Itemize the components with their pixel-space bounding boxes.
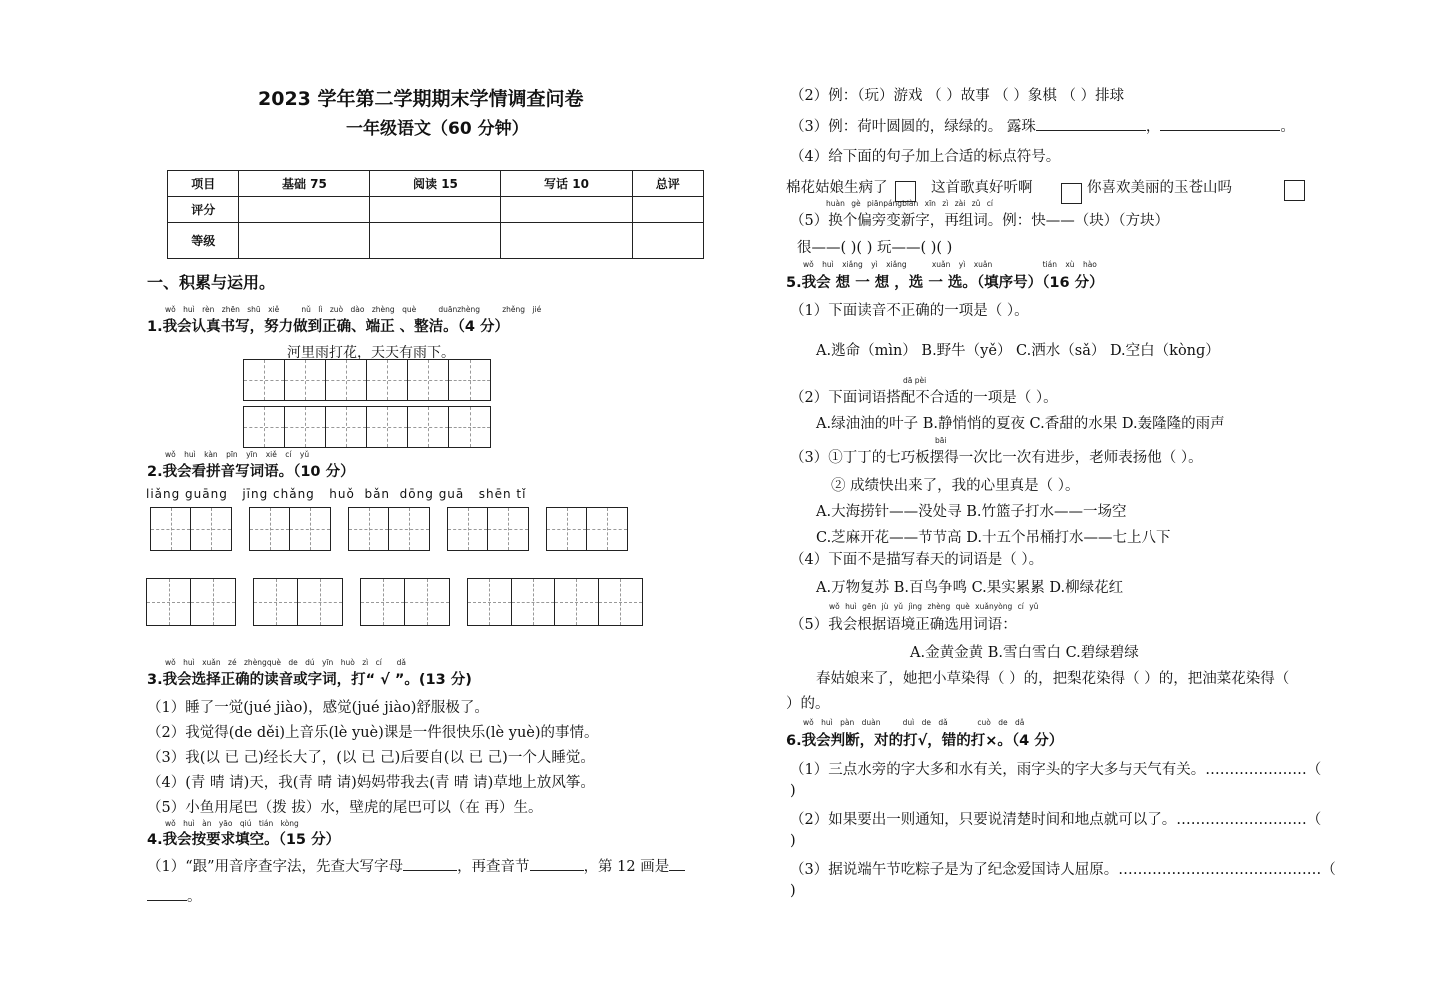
score-row-label: 等级 [168,223,239,259]
answer-blank[interactable] [403,858,457,871]
score-table [167,170,704,259]
q3-item: （4）(青 晴 请)天，我(青 晴 请)妈妈带我去(青 晴 请)草地上放风筝。 [147,775,595,791]
q5-question: （3）①丁丁的七巧板摆得一次比一次有进步，老师表扬他（ ）。 [790,450,1203,466]
writing-grid-row-2[interactable] [243,406,491,448]
q4-item-3: （3）例：荷叶圆圆的，绿绿的。 露珠 ， 。 [790,119,1295,135]
score-cell[interactable] [632,197,703,223]
pinyin-answer-grid[interactable] [546,507,628,551]
q5-paragraph: ）的。 [786,696,830,712]
punctuation-sentence: 这首歌真好听啊 [931,180,1033,196]
q6-pinyin: wǒ huì pàn duàn duì de dǎ cuò de dǎ [803,718,1025,727]
q3-item: （5）小鱼用尾巴（拨 拔）水，壁虎的尾巴可以（在 再）生。 [147,800,543,816]
q5-options: A.绿油油的叶子 B.静悄悄的夏夜 C.香甜的水果 D.轰隆隆的雨声 [816,416,1225,432]
q6-statement: （3）据说端午节吃粽子是为了纪念爱国诗人屈原。……………………………………（ [790,862,1336,878]
q4-item-5-fill[interactable]: 很——( )( ) 玩——( )( ) [797,240,953,256]
score-cell[interactable] [239,223,370,259]
q1-sentence: 河里雨打花，天天有雨下。 [287,345,455,361]
answer-blank[interactable] [1160,118,1280,131]
q4-item-4: （4）给下面的句子加上合适的标点符号。 [790,149,1061,165]
score-cell[interactable] [370,223,501,259]
q5-question: （4）下面不是描写春天的词语是（ ）。 [790,552,1044,568]
punctuation-box[interactable] [1284,180,1305,201]
q3-item: （1）睡了一觉(jué jiào)，感觉(jué jiào)舒服极了。 [147,700,489,716]
q2-pinyin: wǒ huì kàn pīn yīn xiě cí yǔ [165,450,310,459]
q4-pinyin: wǒ huì àn yāo qiú tián kòng [165,819,299,828]
q6-close-paren: ) [790,883,796,899]
writing-grid-row-1[interactable] [243,359,491,401]
pinyin-answer-grid[interactable] [447,507,529,551]
q3-item: （2）我觉得(de děi)上音乐(lè yuè)课是一件很快乐(lè yuè)的事情。 [147,725,599,741]
q4-item-1-cont: 。 [147,885,202,906]
score-header-cell: 阅读 15 [370,171,501,197]
section-heading: 一、积累与运用。 [147,273,276,292]
pinyin-answer-grid[interactable] [249,507,331,551]
page-subtitle: 一年级语文（60 分钟） [346,119,529,139]
q5-question: ② 成绩快出来了，我的心里真是（ ）。 [831,478,1080,494]
q5-5-pinyin: wǒ huì gēn jù yǔ jìng zhèng què xuǎnyòng cí yǔ [829,602,1039,611]
q5-question: （5）我会根据语境正确选用词语： [790,617,1017,633]
q1-title: 1.我会认真书写，努力做到正确、端正 、整洁。（4 分） [147,319,510,335]
q5-paragraph: 春姑娘来了，她把小草染得（ ）的，把梨花染得（ ）的，把油菜花染得（ [816,671,1290,687]
pinyin-answer-grid[interactable] [467,578,643,626]
q2-pinyin-row: liǎng guāng jīng chǎng huǒ bǎn dōng guā shēn tǐ [146,487,527,501]
q6-title: 6.我会判断，对的打√，错的打×。（4 分） [786,733,1064,749]
answer-blank[interactable] [147,888,187,901]
q2-title: 2.我会看拼音写词语。（10 分） [147,464,355,480]
q5-options: A.金黄金黄 B.雪白雪白 C.碧绿碧绿 [910,645,1139,661]
q5-pinyin: wǒ huì xiǎng yì xiǎng xuǎn yì xuǎn tián xù hào [803,260,1097,269]
score-header-cell: 基础 75 [239,171,370,197]
q5-question: （2）下面词语搭配不合适的一项是（ ）。 [790,390,1058,406]
score-row-label: 评分 [168,197,239,223]
q6-statement: （2）如果要出一则通知，只要说清楚时间和地点就可以了。………………………（ [790,812,1322,828]
pinyin-answer-grid[interactable] [360,578,450,626]
answer-blank[interactable] [1036,118,1146,131]
q6-statement: （1）三点水旁的字大多和水有关，雨字头的字大多与天气有关。…………………（ [790,762,1322,778]
q3-item: （3）我(以 已 己)经长大了，(以 已 己)后要自(以 已 己)一个人睡觉。 [147,750,595,766]
answer-blank[interactable] [530,858,584,871]
q3-title: 3.我会选择正确的读音或字词，打“ √ ”。(13 分) [147,672,472,688]
q5-3-pinyin: bāi [935,436,947,445]
q5-title: 5.我会 想 一 想 ，选 一 选。（填序号）（16 分） [786,275,1104,291]
q4-item-5: （5）换个偏旁变新字，再组词。例：快——（块）（方块） [790,213,1169,229]
q6-close-paren: ) [790,783,796,799]
q6-close-paren: ) [790,833,796,849]
pinyin-answer-grid[interactable] [150,507,232,551]
score-cell[interactable] [501,223,632,259]
pinyin-answer-grid[interactable] [146,578,236,626]
q5-options: C.芝麻开花——节节高 D.十五个吊桶打水——七上八下 [816,530,1171,546]
q5-options: A.逃命（mìn） B.野牛（yě） C.洒水（sǎ） D.空白（kònɡ） [816,343,1220,359]
q5-2-pinyin: dā pèi [903,376,927,385]
q4-item-2: （2）例：（玩）游戏 （ ）故事 （ ）象棋 （ ）排球 [790,88,1125,104]
q5-options: A.大海捞针——没处寻 B.竹篮子打水——一场空 [816,504,1127,520]
score-cell[interactable] [370,197,501,223]
q4-item-1: （1）“跟”用音序查字法，先查大写字母 ，再查音节 ，第 12 画是 [147,855,685,876]
punctuation-sentence: 你喜欢美丽的玉苍山吗 [1087,180,1232,196]
punctuation-box[interactable] [1061,183,1082,204]
score-cell[interactable] [501,197,632,223]
punctuation-sentence: 棉花姑娘生病了 [786,180,888,196]
pinyin-answer-grid[interactable] [348,507,430,551]
q5-question: （1）下面读音不正确的一项是（ ）。 [790,303,1029,319]
score-cell[interactable] [632,223,703,259]
page-title: 2023 学年第二学期期末学情调查问卷 [258,88,584,110]
pinyin-answer-grid[interactable] [253,578,343,626]
q4-item-5-pinyin: huàn gè piānpángbiàn xīn zì zài zǔ cí [826,199,993,208]
q3-pinyin: wǒ huì xuǎn zé zhèngquè de dú yīn huò zì cí dǎ [165,658,406,667]
score-header-cell: 写话 10 [501,171,632,197]
score-header-cell: 项目 [168,171,239,197]
answer-blank[interactable] [669,858,685,871]
score-header-cell: 总评 [632,171,703,197]
q4-title: 4.我会按要求填空。（15 分） [147,832,341,848]
q5-options: A.万物复苏 B.百鸟争鸣 C.果实累累 D.柳绿花红 [816,580,1124,596]
q1-pinyin: wǒ huì rèn zhēn shū xiě nǔ lì zuò dào zhèng què duānzhèng zhěng jié [165,305,542,314]
score-cell[interactable] [239,197,370,223]
